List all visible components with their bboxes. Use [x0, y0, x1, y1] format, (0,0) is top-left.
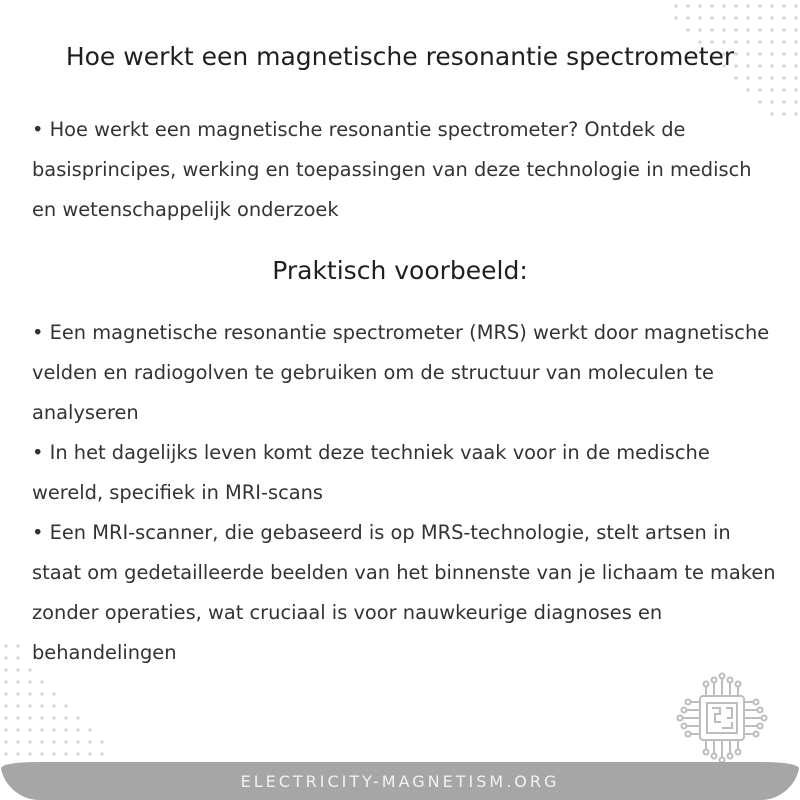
- section-heading: Praktisch voorbeeld:: [272, 256, 528, 285]
- bullet-item: • Een MRI-scanner, die gebaseerd is op MRS-technologie, stelt artsen in staat om gedetailleerde beelden van het binnenste van je lichaam te maken zonder operaties, wat cruciaal is voor nauwkeurige diagnoses en behandelingen: [32, 521, 776, 664]
- bullet-list: [32, 313, 777, 673]
- bullet-item: • Een magnetische resonantie spectrometer (MRS) werkt door magnetische velden en radiogolven te gebruiken om de structuur van moleculen te analyseren: [32, 321, 770, 424]
- footer-site-name: ELECTRICITY-MAGNETISM.ORG: [240, 772, 560, 791]
- page-title: Hoe werkt een magnetische resonantie spectrometer: [65, 42, 735, 71]
- intro-paragraph: • Hoe werkt een magnetische resonantie spectrometer? Ontdek de basisprincipes, werking en toepassingen van deze technologie in medisch en wetenschappelijk onderzoek: [32, 118, 752, 221]
- bullet-item: • In het dagelijks leven komt deze techniek vaak voor in de medische wereld, specifiek in MRI-scans: [32, 441, 710, 504]
